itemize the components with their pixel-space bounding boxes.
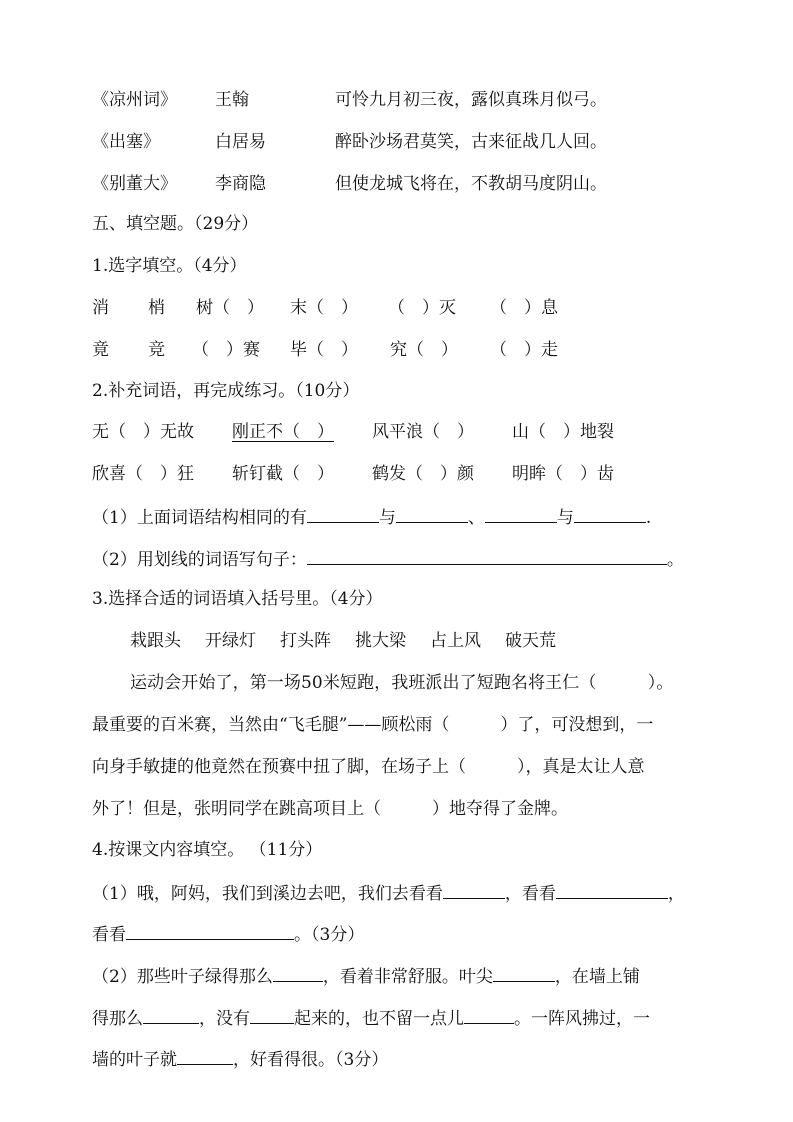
q4-sub2-blank4[interactable] — [250, 1005, 294, 1024]
q4-sub2-text3: ，在墙上铺 — [554, 967, 640, 987]
q4-sub2-text5: ，没有 — [199, 1009, 250, 1029]
q4-sub1-text1: （1）哦，阿妈，我们到溪边去吧，我们去看看 — [92, 884, 443, 904]
q4-sub2-text2: ，看着非常舒服。叶尖 — [322, 967, 493, 987]
q2-idiom-3: 风平浪（ ） — [372, 422, 474, 442]
q1-heading: 1.选字填空。（4分） — [92, 256, 247, 276]
q1-row2-char1: 竟 — [92, 340, 109, 360]
q2-idiom-6: 斩钉截（ ） — [232, 464, 334, 484]
q2-sub1-blank4[interactable] — [574, 504, 646, 523]
q4-sub1-line1 — [92, 880, 685, 906]
q1-row1-blank3: （ ）灭 — [388, 298, 456, 318]
q4-sub2-text6: 起来的，也不留一点儿 — [294, 1009, 464, 1029]
poem-author-3: 李商隐 — [215, 174, 266, 194]
q4-sub1-line2 — [92, 921, 364, 947]
poem-title-1: 《凉州词》 — [92, 90, 177, 110]
q2-sub2-end: 。 — [666, 550, 684, 570]
q3-word-5: 占上风 — [430, 631, 481, 651]
q4-sub1-text3: ， — [667, 884, 685, 904]
q4-sub2-text4: 得那么 — [92, 1009, 143, 1029]
q2-sub2-prompt: （2）用划线的词语写句子： — [92, 550, 307, 570]
q2-sub1-comma: 、 — [467, 508, 485, 528]
poem-line-1: 可怜九月初三夜，露似真珠月似弓。 — [335, 90, 607, 110]
q3-word-1: 栽跟头 — [130, 631, 181, 651]
q2-idiom-4: 山（ ）地裂 — [512, 422, 614, 442]
q1-row1-blank2: 末（ ） — [290, 298, 358, 318]
q2-sub1-blank1[interactable] — [307, 504, 379, 523]
q1-row2-blank4: （ ）走 — [490, 340, 558, 360]
q2-sub2 — [92, 546, 684, 572]
q4-sub2-text1: （2）那些叶子绿得那么 — [92, 967, 273, 987]
q4-sub1-text2: ，看看 — [504, 884, 556, 904]
q1-row1-char2: 梢 — [148, 298, 165, 318]
q4-sub1-text4: 看看 — [92, 925, 126, 945]
q4-sub2-blank5[interactable] — [464, 1005, 514, 1024]
q1-row1-char1: 消 — [92, 298, 109, 318]
poem-title-2: 《出塞》 — [92, 132, 160, 152]
q1-row2-blank3: 究（ ） — [390, 340, 458, 360]
q3-word-3: 打头阵 — [280, 631, 331, 651]
q2-sub1-prompt: （1）上面词语结构相同的有 — [92, 508, 307, 528]
q2-heading: 2.补充词语，再完成练习。（10分） — [92, 381, 360, 401]
q2-idiom-1: 无（ ）无故 — [92, 422, 194, 442]
poem-author-2: 白居易 — [215, 132, 266, 152]
q4-sub2-blank3[interactable] — [143, 1005, 199, 1024]
q4-sub1-blank2[interactable] — [556, 880, 668, 899]
q2-idiom-8: 明眸（ ）齿 — [512, 464, 614, 484]
q2-sub1-and1: 与 — [378, 508, 396, 528]
q2-sub1-and2: 与 — [556, 508, 574, 528]
q4-sub1-blank1[interactable] — [443, 880, 505, 899]
poem-title-3: 《别董大》 — [92, 174, 177, 194]
q3-paragraph-line1: 运动会开始了，第一场50米短跑，我班派出了短跑名将王仁（ ）。 — [130, 673, 674, 693]
q1-row1-blank1: 树（ ） — [196, 298, 264, 318]
q4-sub2-blank1[interactable] — [273, 963, 323, 982]
q4-sub1-text5: 。（3分） — [294, 925, 365, 945]
q1-row2-char2: 竞 — [148, 340, 165, 360]
q2-idiom-7: 鹤发（ ）颜 — [372, 464, 474, 484]
poem-author-1: 王翰 — [215, 90, 249, 110]
q4-sub2-blank6[interactable] — [177, 1046, 233, 1065]
q2-idiom-5: 欣喜（ ）狂 — [92, 464, 194, 484]
q4-sub2-line2 — [92, 1005, 650, 1031]
q1-row1-blank4: （ ）息 — [490, 298, 558, 318]
q2-sub1-blank3[interactable] — [485, 504, 557, 523]
q4-sub2-line1 — [92, 963, 640, 989]
q2-sub2-blank[interactable] — [307, 546, 667, 565]
q3-heading: 3.选择合适的词语填入括号里。（4分） — [92, 589, 383, 609]
q2-sub1-blank2[interactable] — [396, 504, 468, 523]
q2-sub1 — [92, 504, 651, 530]
q3-word-6: 破天荒 — [505, 631, 556, 651]
section-five-heading: 五、填空题。（29分） — [92, 214, 259, 234]
q2-idiom-2-underlined: 刚正不（ ） — [232, 422, 334, 442]
q3-paragraph-line3: 向身手敏捷的他竟然在预赛中扭了脚，在场子上（ ），真是太让人意 — [92, 757, 645, 777]
q3-word-2: 开绿灯 — [205, 631, 256, 651]
q3-paragraph-line4: 外了！但是，张明同学在跳高项目上（ ）地夺得了金牌。 — [92, 799, 568, 819]
q4-sub1-blank3[interactable] — [126, 921, 294, 940]
q4-sub2-text8: 墙的叶子就 — [92, 1050, 177, 1070]
q4-sub2-text7: 。一阵风拂过，一 — [514, 1009, 650, 1029]
poem-line-3: 但使龙城飞将在，不教胡马度阴山。 — [335, 174, 607, 194]
q4-sub2-text9: ，好看得很。（3分） — [233, 1050, 389, 1070]
poem-line-2: 醉卧沙场君莫笑，古来征战几人回。 — [335, 132, 607, 152]
q3-word-4: 挑大梁 — [355, 631, 406, 651]
q2-sub1-period: . — [645, 508, 652, 528]
q3-paragraph-line2: 最重要的百米赛，当然由“飞毛腿”——顾松雨（ ）了，可没想到，一 — [92, 715, 654, 735]
q4-heading: 4.按课文内容填空。 （11分） — [92, 840, 323, 860]
q4-sub2-line3 — [92, 1046, 388, 1072]
q1-row2-blank1: （ ）赛 — [192, 340, 260, 360]
q1-row2-blank2: 毕（ ） — [290, 340, 358, 360]
q4-sub2-blank2[interactable] — [493, 963, 555, 982]
